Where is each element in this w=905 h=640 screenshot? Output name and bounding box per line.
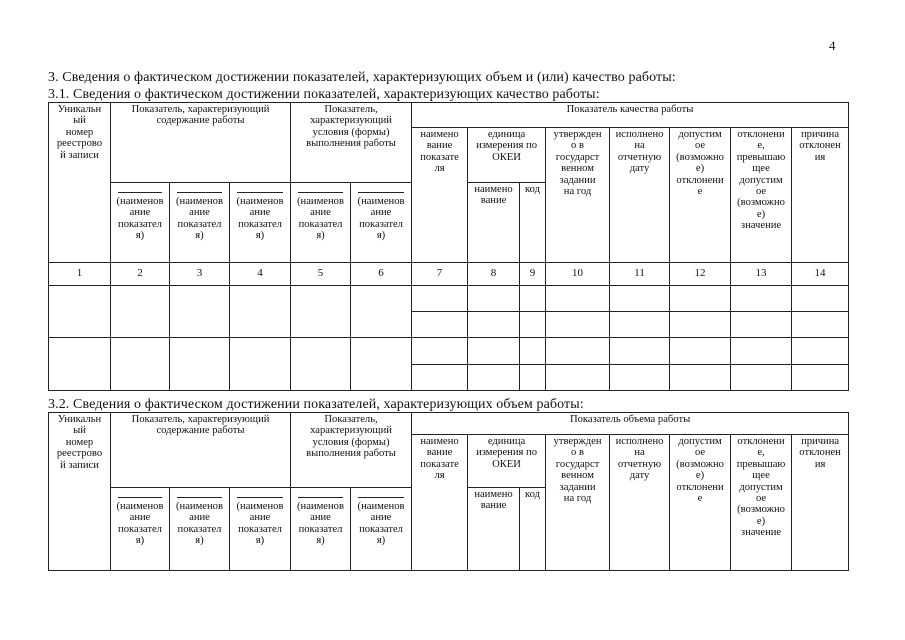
header-text-line: выполнения работы bbox=[306, 138, 396, 150]
header-text-line: показател bbox=[118, 218, 162, 230]
header-text-line: ание bbox=[370, 512, 392, 524]
header-text-line: вание bbox=[480, 195, 507, 207]
header-text-line: содержание работы bbox=[156, 425, 245, 437]
header-text-line: венном bbox=[561, 470, 594, 482]
header-text-line: я) bbox=[255, 230, 265, 242]
header-text-line: номер bbox=[65, 436, 94, 448]
header-text-line: Показатель, характеризующий bbox=[131, 414, 270, 425]
column-number: 11 bbox=[610, 263, 670, 286]
column-number: 8 bbox=[468, 263, 520, 286]
header-sub-name bbox=[111, 488, 170, 571]
header-text-line: е) bbox=[695, 470, 705, 482]
header-text-line: причина bbox=[801, 129, 840, 140]
header-text-line: ание bbox=[189, 512, 210, 524]
header-text-line: номер bbox=[65, 126, 94, 138]
header-unit-okei bbox=[468, 435, 546, 488]
header-text-line: значение bbox=[740, 220, 782, 232]
column-number: 10 bbox=[546, 263, 610, 286]
header-text-line: государст bbox=[555, 151, 600, 163]
header-text-line: (наименов bbox=[357, 501, 405, 512]
heading-3-1: 3.1. Сведения о фактическом достижении показателей, характеризующих качество работы: bbox=[48, 87, 600, 102]
header-text-line: е bbox=[697, 493, 703, 505]
header-text-line: (наименов bbox=[297, 501, 344, 512]
header-text-line: е) bbox=[756, 208, 766, 220]
column-number: 1 bbox=[49, 263, 111, 286]
header-sub-name bbox=[230, 183, 291, 263]
header-text-line: измерения по bbox=[476, 447, 537, 459]
header-text-line: условия (формы) bbox=[312, 436, 390, 448]
header-text-line: (возможно bbox=[737, 197, 785, 209]
header-conditions-indicator bbox=[291, 103, 412, 183]
blank-underline bbox=[118, 497, 162, 498]
header-text-line: (наименов bbox=[297, 196, 344, 207]
blank-underline bbox=[177, 497, 222, 498]
header-text-line: (наименов bbox=[176, 196, 223, 207]
column-number: 4 bbox=[230, 263, 291, 286]
header-text-line: допустим bbox=[739, 174, 783, 186]
header-sub-name bbox=[170, 183, 230, 263]
header-text-line: (наименов bbox=[116, 501, 164, 512]
quality-table bbox=[48, 102, 849, 391]
header-text-line: утвержден bbox=[553, 436, 602, 447]
header-sub-name bbox=[230, 488, 291, 571]
header-text-line: ля bbox=[434, 163, 445, 175]
header-text-line: наимено bbox=[420, 129, 459, 140]
header-text-line: ое bbox=[755, 186, 767, 198]
header-text-line: ание bbox=[129, 512, 151, 524]
table-row bbox=[49, 338, 849, 365]
header-text-line: отклонени bbox=[676, 481, 724, 493]
header-text-line: отчетную bbox=[617, 151, 662, 163]
header-text-line: отклонени bbox=[676, 174, 724, 186]
blank-underline bbox=[298, 497, 343, 498]
header-approved bbox=[546, 128, 610, 263]
header-text-line: (возможно bbox=[737, 504, 785, 516]
header-text-line: показател bbox=[177, 523, 222, 535]
header-allowed-deviation bbox=[670, 435, 731, 571]
header-text-line: допустим bbox=[739, 481, 783, 493]
header-text-line: превышаю bbox=[736, 458, 786, 470]
header-text-line: ый bbox=[73, 115, 86, 127]
column-number: 6 bbox=[351, 263, 412, 286]
header-text-line: щее bbox=[752, 470, 770, 482]
header-text-line: (наименов bbox=[236, 196, 284, 207]
header-text-line: ия bbox=[814, 151, 826, 163]
header-text-line: венном bbox=[561, 163, 594, 175]
header-text-line: вание bbox=[480, 500, 507, 512]
header-text-line: показател bbox=[238, 523, 282, 535]
header-text-line: вание bbox=[426, 447, 453, 459]
volume-table bbox=[48, 412, 849, 571]
header-text-line: (наименов bbox=[116, 196, 164, 207]
header-text-line: ание bbox=[249, 512, 271, 524]
column-number: 3 bbox=[170, 263, 230, 286]
header-text-line: наимено bbox=[474, 489, 513, 500]
table-row bbox=[49, 286, 849, 312]
blank-underline bbox=[358, 497, 404, 498]
header-text-line: щее bbox=[752, 163, 770, 175]
column-number: 5 bbox=[291, 263, 351, 286]
header-conditions-indicator bbox=[291, 413, 412, 488]
header-text-line: на bbox=[634, 140, 645, 152]
column-number-row bbox=[49, 263, 849, 286]
header-text-line: я) bbox=[316, 230, 325, 242]
header-text-line: содержание работы bbox=[156, 115, 245, 127]
header-unique-number bbox=[49, 103, 111, 263]
header-executed bbox=[610, 435, 670, 571]
header-text-line: причина bbox=[801, 436, 840, 447]
header-text-line: реестрово bbox=[56, 138, 103, 150]
header-exceeding-deviation bbox=[731, 128, 792, 263]
header-text-line: показател bbox=[298, 523, 343, 535]
header-text-line: ОКЕИ bbox=[492, 458, 521, 470]
header-text-line: я) bbox=[195, 230, 204, 242]
header-text-line: на год bbox=[563, 493, 592, 505]
header-text-line: отчетную bbox=[617, 458, 662, 470]
header-text-line: исполнено bbox=[615, 129, 664, 140]
header-text-line: ание bbox=[189, 207, 210, 219]
heading-3-2: 3.2. Сведения о фактическом достижении показателей, характеризующих объем работы: bbox=[48, 397, 584, 412]
header-text-line: Уникальн bbox=[57, 104, 102, 115]
column-number: 13 bbox=[731, 263, 792, 286]
column-number: 7 bbox=[412, 263, 468, 286]
column-number: 9 bbox=[520, 263, 546, 286]
header-text-line: показател bbox=[177, 218, 222, 230]
header-text-line: утвержден bbox=[553, 129, 602, 140]
header-sub-name bbox=[291, 488, 351, 571]
header-text-line: Показатель, характеризующий bbox=[131, 104, 270, 115]
header-text-line: на bbox=[634, 447, 645, 459]
header-text-line: код bbox=[525, 184, 541, 195]
header-text-line: е bbox=[697, 186, 703, 198]
header-deviation-reason bbox=[792, 128, 849, 263]
header-text-line: о в bbox=[571, 140, 584, 152]
header-text-line: Уникальн bbox=[57, 414, 102, 425]
header-text-line: единица bbox=[487, 129, 526, 140]
header-text-line: измерения по bbox=[476, 140, 537, 152]
header-text-line: превышаю bbox=[736, 151, 786, 163]
header-text-line: отклонени bbox=[737, 436, 785, 447]
header-text-line: единица bbox=[487, 436, 526, 447]
header-text-line: ля bbox=[434, 470, 445, 482]
header-text-line: ание bbox=[370, 207, 392, 219]
header-content-indicator bbox=[111, 413, 291, 488]
header-indicator-name bbox=[412, 435, 468, 571]
header-volume-group: Показатель объема работы bbox=[412, 413, 849, 435]
header-text-line: показател bbox=[298, 218, 343, 230]
header-text-line: показате bbox=[420, 151, 459, 163]
header-text-line: ание bbox=[310, 512, 331, 524]
column-number: 2 bbox=[111, 263, 170, 286]
header-text-line: ый bbox=[73, 425, 86, 437]
header-sub-name bbox=[170, 488, 230, 571]
header-text-line: ание bbox=[310, 207, 331, 219]
header-text-line: отклонен bbox=[799, 140, 841, 152]
header-text-line: показател bbox=[118, 523, 162, 535]
header-text-line: ание bbox=[249, 207, 271, 219]
header-text-line: допустим bbox=[678, 129, 722, 140]
header-text-line: ия bbox=[814, 458, 826, 470]
blank-underline bbox=[177, 192, 222, 193]
blank-underline bbox=[237, 192, 283, 193]
header-exceeding-deviation bbox=[731, 435, 792, 571]
header-unit-code bbox=[520, 488, 546, 571]
heading-section-3: 3. Сведения о фактическом достижении показателей, характеризующих объем и (или) качество работы: bbox=[48, 70, 676, 85]
header-text-line: ОКЕИ bbox=[492, 151, 521, 163]
header-text-line: код bbox=[525, 489, 541, 500]
header-text-line: я) bbox=[135, 535, 145, 547]
header-deviation-reason bbox=[792, 435, 849, 571]
header-text-line: Показатель, bbox=[324, 104, 378, 115]
header-unit-name bbox=[468, 488, 520, 571]
header-text-line: е, bbox=[757, 140, 765, 152]
header-unit-code bbox=[520, 183, 546, 263]
header-sub-name bbox=[351, 183, 412, 263]
header-content-indicator bbox=[111, 103, 291, 183]
header-sub-name bbox=[291, 183, 351, 263]
header-unique-number bbox=[49, 413, 111, 571]
header-text-line: о в bbox=[571, 447, 584, 459]
header-text-line: я) bbox=[255, 535, 265, 547]
header-text-line: наимено bbox=[420, 436, 459, 447]
header-text-line: (наименов bbox=[236, 501, 284, 512]
header-text-line: я) bbox=[376, 230, 386, 242]
header-unit-name bbox=[468, 183, 520, 263]
header-text-line: я) bbox=[376, 535, 386, 547]
header-text-line: отклонени bbox=[737, 129, 785, 140]
header-text-line: я) bbox=[316, 535, 325, 547]
header-text-line: е) bbox=[756, 515, 766, 527]
header-text-line: вание bbox=[426, 140, 453, 152]
header-text-line: (возможно bbox=[676, 151, 724, 163]
header-text-line: задании bbox=[559, 481, 596, 493]
header-text-line: условия (формы) bbox=[312, 126, 390, 138]
blank-underline bbox=[358, 192, 404, 193]
header-text-line: ание bbox=[129, 207, 151, 219]
header-text-line: й записи bbox=[60, 459, 99, 471]
header-text-line: государст bbox=[555, 458, 600, 470]
header-sub-name bbox=[111, 183, 170, 263]
header-executed bbox=[610, 128, 670, 263]
header-text-line: (наименов bbox=[176, 501, 223, 512]
header-allowed-deviation bbox=[670, 128, 731, 263]
blank-underline bbox=[118, 192, 162, 193]
header-text-line: е, bbox=[757, 447, 765, 459]
header-text-line: наимено bbox=[474, 184, 513, 195]
header-text-line: ое bbox=[755, 493, 767, 505]
header-text-line: характеризующий bbox=[310, 115, 392, 127]
header-text-line: дату bbox=[629, 470, 650, 482]
column-number: 14 bbox=[792, 263, 849, 286]
header-text-line: показател bbox=[238, 218, 282, 230]
header-text-line: Показатель, bbox=[324, 414, 378, 425]
header-text-line: задании bbox=[559, 174, 596, 186]
header-text-line: я) bbox=[135, 230, 145, 242]
header-text-line: на год bbox=[563, 186, 592, 198]
header-text-line: ое bbox=[694, 140, 706, 152]
header-approved bbox=[546, 435, 610, 571]
page-number: 4 bbox=[829, 38, 836, 53]
header-text-line: значение bbox=[740, 527, 782, 539]
header-indicator-name bbox=[412, 128, 468, 263]
blank-underline bbox=[298, 192, 343, 193]
header-text-line: дату bbox=[629, 163, 650, 175]
header-text-line: й записи bbox=[60, 149, 99, 161]
column-number: 12 bbox=[670, 263, 731, 286]
header-text-line: показател bbox=[359, 218, 403, 230]
header-text-line: показате bbox=[420, 458, 459, 470]
blank-underline bbox=[237, 497, 283, 498]
header-text-line: реестрово bbox=[56, 448, 103, 460]
header-sub-name bbox=[351, 488, 412, 571]
header-quality-group: Показатель качества работы bbox=[412, 103, 849, 128]
header-text-line: выполнения работы bbox=[306, 448, 396, 460]
header-text-line: допустим bbox=[678, 436, 722, 447]
header-text-line: ое bbox=[694, 447, 706, 459]
header-text-line: (наименов bbox=[357, 196, 405, 207]
header-text-line: показател bbox=[359, 523, 403, 535]
header-text-line: исполнено bbox=[615, 436, 664, 447]
header-text-line: е) bbox=[695, 163, 705, 175]
header-text-line: я) bbox=[195, 535, 204, 547]
header-text-line: характеризующий bbox=[310, 425, 392, 437]
header-text-line: отклонен bbox=[799, 447, 841, 459]
header-text-line: (возможно bbox=[676, 458, 724, 470]
header-unit-okei bbox=[468, 128, 546, 183]
